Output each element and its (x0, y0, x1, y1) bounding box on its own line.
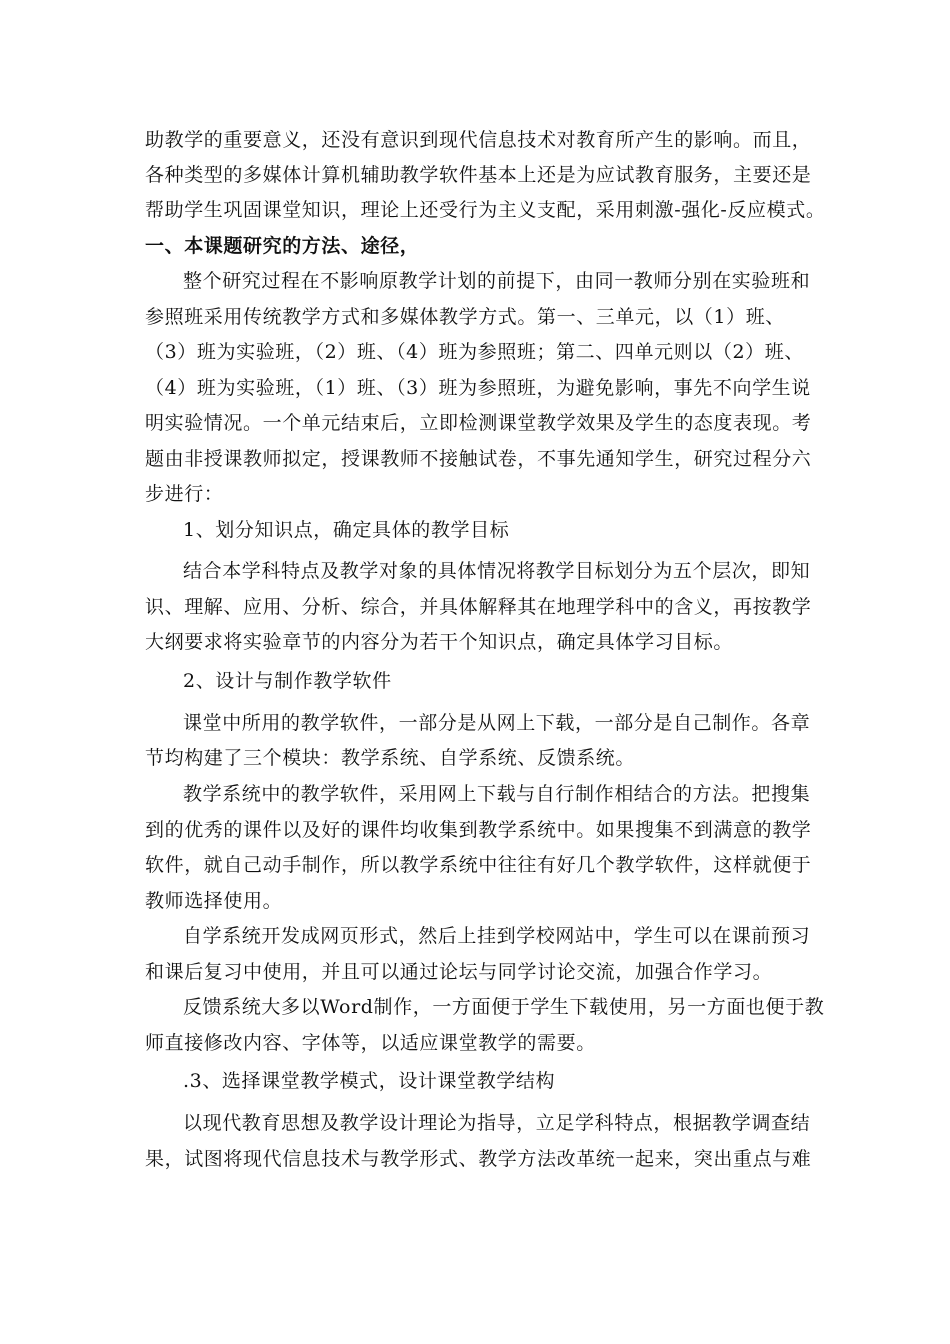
body-line: 步进行： (145, 483, 224, 505)
subheading-2: 2、设计与制作教学软件 (183, 670, 392, 692)
body-line: 助教学的重要意义，还没有意识到现代信息技术对教育所产生的影响。而且， (145, 129, 812, 151)
body-line: 以现代教育思想及教学设计理论为指导，立足学科特点，根据教学调查结 (183, 1112, 811, 1134)
body-line: 整个研究过程在不影响原教学计划的前提下，由同一教师分别在实验班和 (183, 270, 811, 292)
body-line: 明实验情况。一个单元结束后，立即检测课堂教学效果及学生的态度表现。考 (145, 412, 812, 434)
body-line: 帮助学生巩固课堂知识，理论上还受行为主义支配，采用刺激-强化-反应模式。 (145, 199, 826, 221)
body-line: 参照班采用传统教学方式和多媒体教学方式。第一、三单元，以（1）班、 (145, 306, 785, 328)
body-line: 识、理解、应用、分析、综合，并具体解释其在地理学科中的含义，再按教学 (145, 596, 812, 618)
body-line: 师直接修改内容、字体等，以适应课堂教学的需要。 (145, 1032, 596, 1054)
body-line: 教学系统中的教学软件，采用网上下载与自行制作相结合的方法。把搜集 (183, 783, 811, 805)
subheading-3: .3、选择课堂教学模式，设计课堂教学结构 (183, 1070, 556, 1092)
body-line: 大纲要求将实验章节的内容分为若干个知识点，确定具体学习目标。 (145, 631, 734, 653)
body-line: 到的优秀的课件以及好的课件均收集到教学系统中。如果搜集不到满意的教学 (145, 819, 812, 841)
body-line: 各种类型的多媒体计算机辅助教学软件基本上还是为应试教育服务，主要还是 (145, 164, 812, 186)
body-line: （4）班为实验班，（1）班、（3）班为参照班，为避免影响，事先不向学生说 (145, 377, 811, 399)
body-line: 果，试图将现代信息技术与教学形式、教学方法改革统一起来，突出重点与难 (145, 1148, 812, 1170)
body-line: 节均构建了三个模块：教学系统、自学系统、反馈系统。 (145, 747, 636, 769)
body-line: 教师选择使用。 (145, 890, 283, 912)
section-heading: 一、本课题研究的方法、途径， (145, 235, 420, 257)
body-line: 题由非授课教师拟定，授课教师不接触试卷，不事先通知学生，研究过程分六 (145, 448, 812, 470)
body-line: 软件，就自己动手制作，所以教学系统中往往有好几个教学软件，这样就便于 (145, 854, 812, 876)
body-line: 结合本学科特点及教学对象的具体情况将教学目标划分为五个层次，即知 (183, 560, 811, 582)
subheading-1: 1、划分知识点，确定具体的教学目标 (183, 519, 510, 541)
body-line: 反馈系统大多以Word制作，一方面便于学生下载使用，另一方面也便于教 (183, 996, 825, 1018)
body-line: 课堂中所用的教学软件，一部分是从网上下载，一部分是自己制作。各章 (183, 712, 811, 734)
body-line: 和课后复习中使用，并且可以通过论坛与同学讨论交流，加强合作学习。 (145, 961, 773, 983)
body-line: （3）班为实验班，（2）班、（4）班为参照班；第二、四单元则以（2）班、 (145, 341, 804, 363)
body-line: 自学系统开发成网页形式，然后上挂到学校网站中，学生可以在课前预习 (183, 925, 811, 947)
